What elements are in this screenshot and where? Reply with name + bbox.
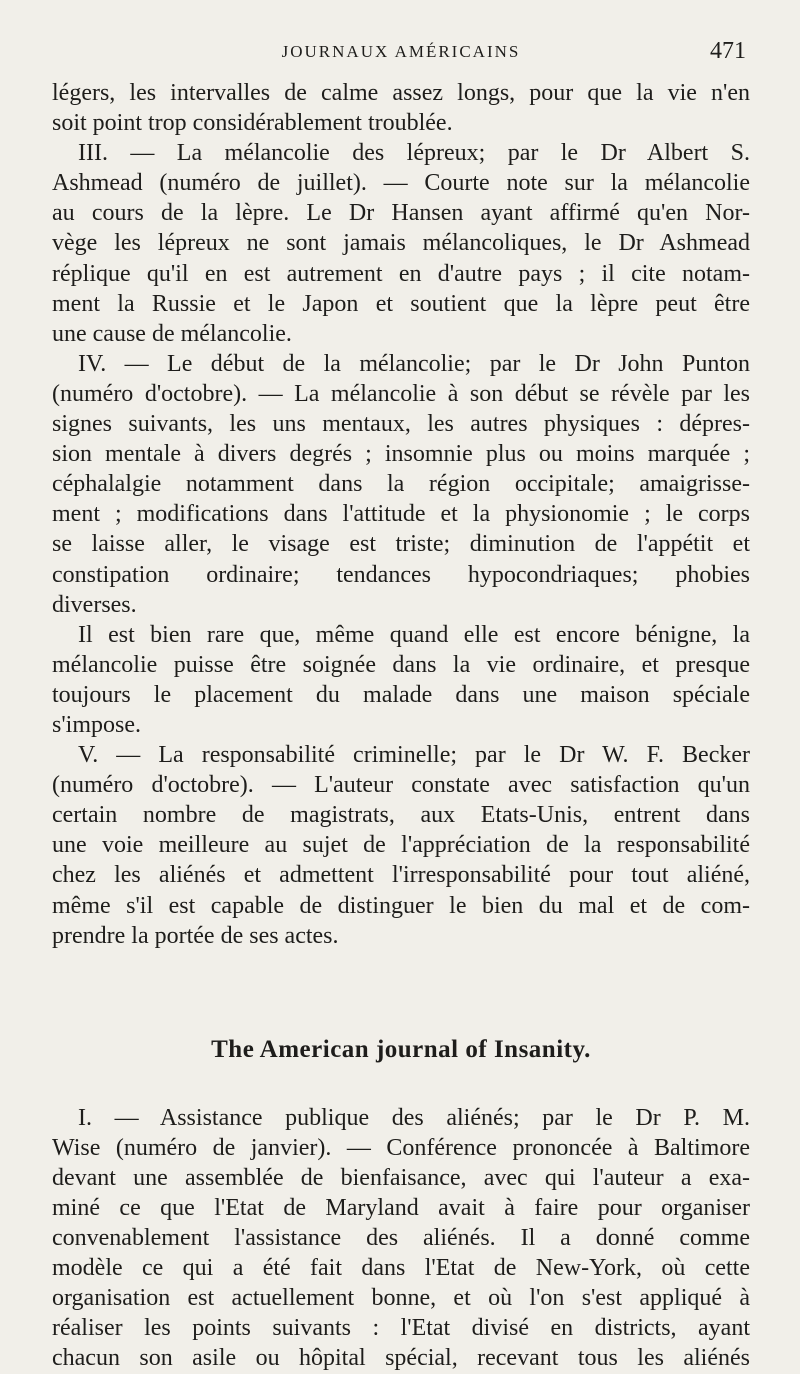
running-title: JOURNAUX AMÉRICAINS	[281, 42, 521, 61]
text-line: convenablement l'assistance des aliénés. Il a donné comme	[52, 1225, 750, 1252]
text-line: une cause de mélancolie.	[52, 320, 292, 347]
text-block-2	[52, 1103, 750, 1374]
text-line: I. — Assistance publique des aliénés; par le Dr P. M.	[78, 1104, 750, 1131]
running-head	[52, 38, 750, 78]
text-line: soit point trop considérablement troublée.	[52, 110, 453, 137]
text-line: légers, les intervalles de calme assez longs, pour que la vie n'en	[52, 80, 750, 106]
text-line: constipation ordinaire; tendances hypocondriaques; phobies	[52, 561, 750, 588]
text-line: vège les lépreux ne sont jamais mélancoliques, le Dr Ashmead	[52, 230, 750, 257]
text-line: ment ; modifications dans l'attitude et la physionomie ; le corps	[52, 501, 750, 528]
text-line: miné ce que l'Etat de Maryland avait à faire pour organiser	[52, 1195, 750, 1221]
text-line: toujours le placement du malade dans une maison spéciale	[52, 681, 750, 708]
text-line: mélancolie puisse être soignée dans la vie ordinaire, et presque	[52, 651, 750, 678]
text-line: certain nombre de magistrats, aux Etats-Unis, entrent dans	[52, 802, 750, 829]
text-line: réaliser les points suivants : l'Etat divisé en districts, ayant	[52, 1315, 750, 1342]
text-line: Wise (numéro de janvier). — Conférence prononcée à Baltimore	[52, 1134, 750, 1161]
text-line: modèle ce qui a été fait dans l'Etat de New-York, où cette	[52, 1255, 750, 1282]
text-line: ment la Russie et le Japon et soutient que la lèpre peut être	[52, 290, 750, 317]
text-line: devant une assemblée de bienfaisance, avec qui l'auteur a exa-	[52, 1164, 750, 1191]
text-line: s'impose.	[52, 711, 141, 738]
text-line: signes suivants, les uns mentaux, les autres physiques : dépres-	[52, 411, 750, 438]
text-line: prendre la portée de ses actes.	[52, 922, 339, 949]
text-line: organisation est actuellement bonne, et où l'on s'est appliqué à	[52, 1285, 750, 1312]
text-line: (numéro d'octobre). — L'auteur constate avec satisfaction qu'un	[52, 772, 750, 799]
text-line: céphalalgie notamment dans la région occipitale; amaigrisse-	[52, 471, 750, 498]
text-block-1	[52, 78, 750, 951]
text-line: se laisse aller, le visage est triste; diminution de l'appétit et	[52, 531, 750, 558]
text-line: III. — La mélancolie des lépreux; par le Dr Albert S.	[78, 140, 750, 167]
text-line: au cours de la lèpre. Le Dr Hansen ayant affirmé qu'en Nor-	[52, 200, 750, 227]
text-line: même s'il est capable de distinguer le bien du mal et de com-	[52, 892, 750, 919]
text-line: réplique qu'il en est autrement en d'autre pays ; il cite notam-	[52, 260, 750, 287]
text-line: chacun son asile ou hôpital spécial, recevant tous les aliénés	[52, 1345, 750, 1372]
section-heading: The American journal of Insanity.	[211, 1035, 591, 1063]
text-line: chez les aliénés et admettent l'irresponsabilité pour tout aliéné,	[52, 862, 750, 889]
text-line: V. — La responsabilité criminelle; par le Dr W. F. Becker	[78, 742, 750, 769]
page-number: 471	[710, 38, 746, 64]
text-line: IV. — Le début de la mélancolie; par le Dr John Punton	[78, 350, 750, 377]
text-line: (numéro d'octobre). — La mélancolie à son début se révèle par les	[52, 380, 750, 407]
text-line: sion mentale à divers degrés ; insomnie plus ou moins marquée ;	[52, 441, 750, 468]
text-line: Il est bien rare que, même quand elle est encore bénigne, la	[78, 621, 750, 648]
text-line: Ashmead (numéro de juillet). — Courte note sur la mélancolie	[52, 170, 750, 197]
text-line: diverses.	[52, 591, 137, 618]
text-line: une voie meilleure au sujet de l'appréciation de la responsabilité	[52, 832, 750, 859]
